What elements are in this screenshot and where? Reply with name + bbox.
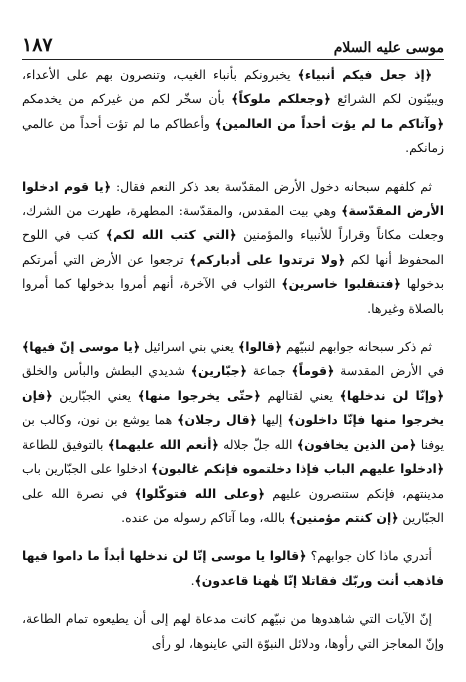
page-body xyxy=(22,63,444,664)
quran-quote: ﴿قال رجلان﴾ xyxy=(177,412,257,428)
commentary-text: بالتوفيق للطاعة xyxy=(22,436,108,452)
quran-quote: ﴿أنعم الله عليهما﴾ xyxy=(107,436,219,452)
commentary-text: ثم كلفهم سبحانه دخول الأرض المقدّسة بعد ذكر النعم فقال: xyxy=(110,178,432,194)
commentary-text: ثم ذكر سبحانه جوابهم لنبيّهم xyxy=(281,339,432,355)
commentary-text: ادخلوا على الجبّارين باب مدينتهم، فإنكم ستنصرون عليهم xyxy=(22,461,444,501)
quran-quote: ﴿جبّارين﴾ xyxy=(190,363,247,379)
quran-quote: ﴿فإن يخرجوا منها فإنّا داخلون﴾ xyxy=(22,387,444,428)
commentary-text: في نصرة الله على الجبّارين xyxy=(22,485,444,525)
commentary-text: بأن سخّر لكم من غيركم من يخدمكم xyxy=(22,91,232,107)
commentary-text: يخبرونكم بأنباء الغيب، وتنصرون بهم على الأعداء، ويبيّنون لكم الشرائع xyxy=(22,67,444,107)
quran-quote: ﴿التي كتب الله لكم﴾ xyxy=(105,227,237,243)
quran-quote: ﴿ادخلوا عليهم الباب فإذا دخلتموه فإنكم غالبون﴾ xyxy=(151,461,444,477)
page-header xyxy=(22,30,444,60)
commentary-text: هما يوشع بن نون، وكالب بن يوفنا xyxy=(22,412,444,452)
commentary-text: وأعطاكم ما لم تؤت أحداً من عالمي زمانكم. xyxy=(22,115,444,156)
paragraph-1 xyxy=(22,63,444,161)
quran-quote: ﴿إن كنتم مؤمنين﴾ xyxy=(289,509,399,525)
commentary-text: الثواب في الآخرة، أنهم أمروا بدخولها كما أمروا بالصلاة وغيرها. xyxy=(22,276,444,316)
commentary-text: إليها xyxy=(256,412,288,428)
commentary-text: بالله، وما آتاكم رسوله من عنده. xyxy=(121,509,290,525)
commentary-text: إنّ الآيات التي شاهدوها من نبيّهم كانت مدعاة لهم إلى أن يطيعوه تمام الطاعة، وإنّ المعاجز التي رأوها، ودلائل النبوّة التي عاينوها، لو رأى xyxy=(22,611,444,651)
commentary-text: . xyxy=(190,572,195,588)
paragraph-3 xyxy=(22,335,444,530)
commentary-text: يعني بني اسرائيل xyxy=(140,339,238,355)
commentary-text: أتدري ماذا كان جوابهم؟ xyxy=(306,548,432,564)
quran-quote: ﴿قالوا﴾ xyxy=(237,339,282,355)
commentary-text: يعني لقتالهم xyxy=(260,387,340,403)
quran-quote: ﴿يا موسى إنّ فيها﴾ xyxy=(22,339,141,355)
quran-quote: ﴿ولا ترتدوا على أدباركم﴾ xyxy=(189,251,346,267)
quran-quote: ﴿وإنّا لن ندخلها﴾ xyxy=(339,387,444,403)
running-title: موسى عليه السلام xyxy=(333,40,444,56)
paragraph-5 xyxy=(22,607,444,656)
commentary-text: جماعة xyxy=(246,363,292,379)
quran-quote: ﴿وعلى الله فتوكّلوا﴾ xyxy=(134,485,265,501)
paragraph-4 xyxy=(22,544,444,593)
commentary-text: كتب في اللوح المحفوظ أنها لكم xyxy=(22,227,444,267)
quran-quote: ﴿وآتاكم ما لم يؤت أحداً من العالمين﴾ xyxy=(214,115,444,131)
quran-quote: ﴿إذ جعل فيكم أنبياء﴾ xyxy=(297,67,433,82)
quran-quote: ﴿فتنقلبوا خاسرين﴾ xyxy=(281,276,401,292)
quran-quote: ﴿من الذين يخافون﴾ xyxy=(296,436,417,452)
commentary-text: في الأرض المقدسة xyxy=(334,363,445,379)
quran-quote: ﴿قالوا يا موسى إنّا لن ندخلها أبداً ما داموا فيها فاذهب أنت وربّك فقاتلا إنّا هٰهنا قاعدون﴾ xyxy=(22,548,444,588)
page-number: ١٨٧ xyxy=(22,34,53,56)
commentary-text: الله جلّ جلاله xyxy=(218,436,297,452)
quran-quote: ﴿يا قوم ادخلوا الأرض المقدّسة﴾ xyxy=(22,178,444,219)
paragraph-2 xyxy=(22,175,444,321)
commentary-text: وهي بيت المقدس، والمقدّسة: المطهرة، طهرت من الشرك، وجعلت مكاناً وقراراً للأنبياء والمؤمنين xyxy=(22,203,444,243)
commentary-text: ترجعوا عن الأرض التي أمرتكم بدخولها xyxy=(22,251,445,292)
commentary-text: يعني الجبّارين xyxy=(52,387,138,403)
quran-quote: ﴿وجعلكم ملوكاً﴾ xyxy=(231,91,331,107)
commentary-text: شديدي البطش والبأس والخلق xyxy=(22,363,191,379)
quran-quote: ﴿حتّى يخرجوا منها﴾ xyxy=(137,387,261,403)
quran-quote: ﴿قوماً﴾ xyxy=(291,363,335,379)
